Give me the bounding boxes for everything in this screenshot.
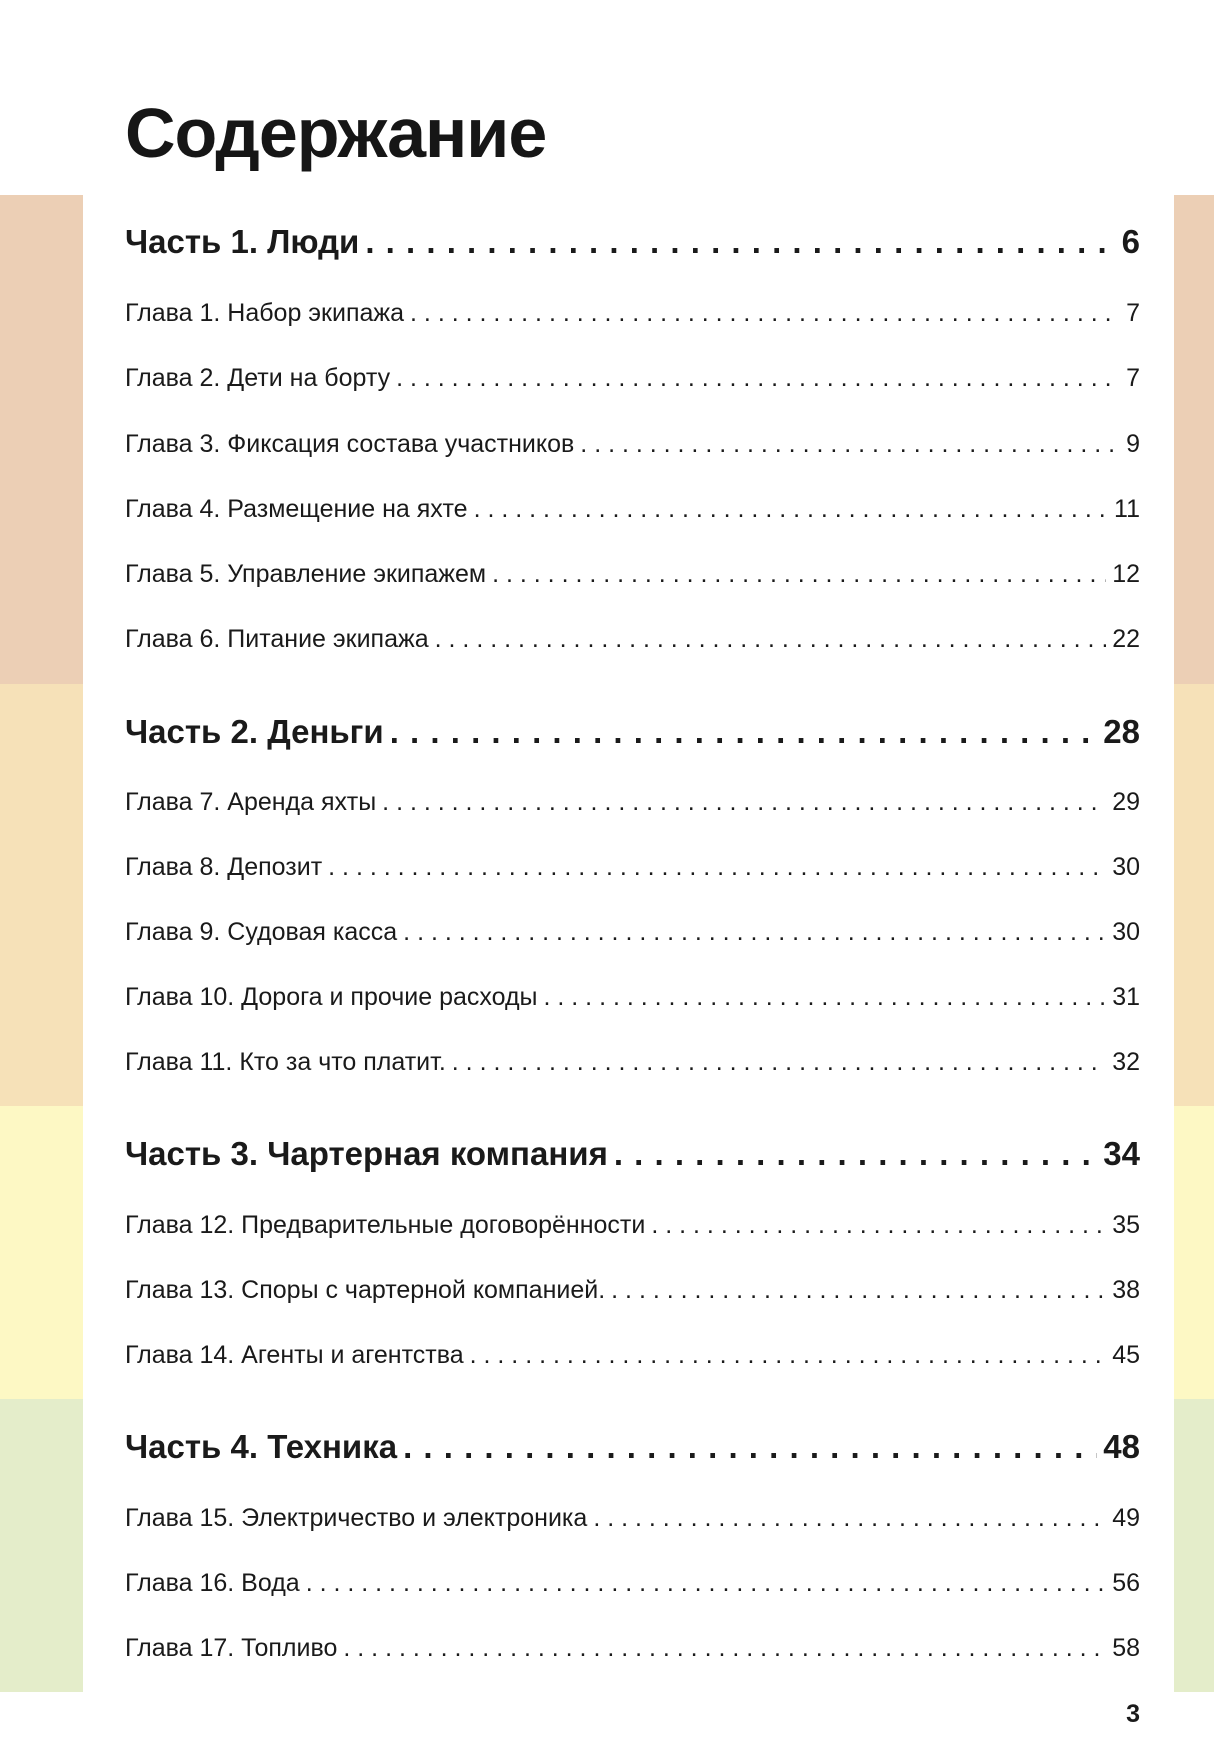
chapter-title: Глава 8. Депозит — [125, 853, 323, 881]
leader-dots — [403, 1427, 1097, 1467]
toc-part-4[interactable] — [125, 1427, 1140, 1467]
leader-dots — [365, 222, 1115, 262]
part-page-number: 34 — [1103, 1135, 1140, 1172]
leader-dots — [403, 916, 1106, 948]
chapter-title: Глава 17. Топливо — [125, 1634, 338, 1662]
leader-dots — [410, 297, 1120, 329]
leader-dots — [614, 1134, 1097, 1174]
chapter-title: Глава 10. Дорога и прочие расходы — [125, 983, 538, 1011]
part-title: Часть 4. Техника — [125, 1428, 398, 1465]
toc-chapter-15[interactable] — [125, 1502, 1140, 1534]
right-color-strip — [1174, 1399, 1214, 1692]
chapter-title: Глава 6. Питание экипажа — [125, 625, 429, 653]
leader-dots — [343, 1632, 1106, 1664]
chapter-title: Глава 7. Аренда яхты — [125, 788, 377, 816]
chapter-page-number: 12 — [1112, 560, 1140, 588]
toc-chapter-13[interactable] — [125, 1274, 1140, 1306]
page-title: Содержание — [125, 94, 547, 172]
leader-dots — [492, 558, 1106, 590]
toc-chapter-11[interactable] — [125, 1046, 1140, 1078]
leader-dots — [474, 493, 1108, 525]
left-color-strip — [0, 1106, 83, 1399]
chapter-page-number: 38 — [1112, 1276, 1140, 1304]
toc-chapter-6[interactable] — [125, 623, 1140, 655]
part-title: Часть 2. Деньги — [125, 713, 384, 750]
leader-dots — [470, 1339, 1107, 1371]
leader-dots — [580, 428, 1120, 460]
leader-dots — [382, 786, 1106, 818]
toc-chapter-1[interactable] — [125, 297, 1140, 329]
toc-part-3[interactable] — [125, 1134, 1140, 1174]
leader-dots — [452, 1046, 1106, 1078]
leader-dots — [328, 851, 1106, 883]
leader-dots — [593, 1502, 1106, 1534]
chapter-page-number: 56 — [1112, 1569, 1140, 1597]
leader-dots — [611, 1274, 1106, 1306]
chapter-title: Глава 14. Агенты и агентства — [125, 1341, 464, 1369]
chapter-title: Глава 12. Предварительные договорённости — [125, 1211, 646, 1239]
chapter-title: Глава 15. Электричество и электроника — [125, 1504, 588, 1532]
chapter-title: Глава 13. Споры с чартерной компанией. — [125, 1276, 606, 1304]
toc-chapter-3[interactable] — [125, 428, 1140, 460]
chapter-title: Глава 3. Фиксация состава участников — [125, 430, 575, 458]
chapter-title: Глава 9. Судовая касса — [125, 918, 398, 946]
right-color-strip — [1174, 684, 1214, 1106]
toc-chapter-10[interactable] — [125, 981, 1140, 1013]
chapter-title: Глава 16. Вода — [125, 1569, 300, 1597]
left-color-strip — [0, 1399, 83, 1692]
left-color-strip — [0, 195, 83, 684]
part-page-number: 6 — [1121, 223, 1140, 260]
chapter-page-number: 9 — [1126, 430, 1140, 458]
chapter-page-number: 45 — [1112, 1341, 1140, 1369]
chapter-page-number: 29 — [1112, 788, 1140, 816]
toc-chapter-5[interactable] — [125, 558, 1140, 590]
chapter-title: Глава 11. Кто за что платит. — [125, 1048, 446, 1076]
leader-dots — [651, 1209, 1106, 1241]
toc-chapter-12[interactable] — [125, 1209, 1140, 1241]
chapter-page-number: 30 — [1112, 853, 1140, 881]
chapter-title: Глава 4. Размещение на яхте — [125, 495, 468, 523]
right-color-strip — [1174, 1106, 1214, 1399]
toc-chapter-2[interactable] — [125, 362, 1140, 394]
chapter-page-number: 22 — [1112, 625, 1140, 653]
part-title: Часть 1. Люди — [125, 223, 360, 260]
chapter-page-number: 30 — [1112, 918, 1140, 946]
leader-dots — [390, 712, 1098, 752]
toc-chapter-9[interactable] — [125, 916, 1140, 948]
leader-dots — [396, 362, 1120, 394]
chapter-title: Глава 5. Управление экипажем — [125, 560, 487, 588]
chapter-title: Глава 1. Набор экипажа — [125, 299, 405, 327]
part-title: Часть 3. Чартерная компания — [125, 1135, 608, 1172]
chapter-page-number: 49 — [1112, 1504, 1140, 1532]
chapter-page-number: 11 — [1114, 495, 1140, 523]
leader-dots — [435, 623, 1107, 655]
toc-chapter-16[interactable] — [125, 1567, 1140, 1599]
chapter-page-number: 7 — [1126, 299, 1140, 327]
part-page-number: 28 — [1103, 713, 1140, 750]
page-number: 3 — [1126, 1700, 1140, 1728]
left-color-strip — [0, 684, 83, 1106]
toc-chapter-17[interactable] — [125, 1632, 1140, 1664]
toc-chapter-4[interactable] — [125, 493, 1140, 525]
toc-chapter-8[interactable] — [125, 851, 1140, 883]
chapter-page-number: 35 — [1112, 1211, 1140, 1239]
chapter-page-number: 7 — [1126, 364, 1140, 392]
chapter-title: Глава 2. Дети на борту — [125, 364, 391, 392]
right-color-strip — [1174, 195, 1214, 684]
part-page-number: 48 — [1103, 1428, 1140, 1465]
chapter-page-number: 58 — [1112, 1634, 1140, 1662]
toc-part-2[interactable] — [125, 712, 1140, 752]
chapter-page-number: 31 — [1112, 983, 1140, 1011]
toc-chapter-14[interactable] — [125, 1339, 1140, 1371]
chapter-page-number: 32 — [1112, 1048, 1140, 1076]
toc-part-1[interactable] — [125, 222, 1140, 262]
leader-dots — [544, 981, 1107, 1013]
toc-chapter-7[interactable] — [125, 786, 1140, 818]
leader-dots — [306, 1567, 1106, 1599]
